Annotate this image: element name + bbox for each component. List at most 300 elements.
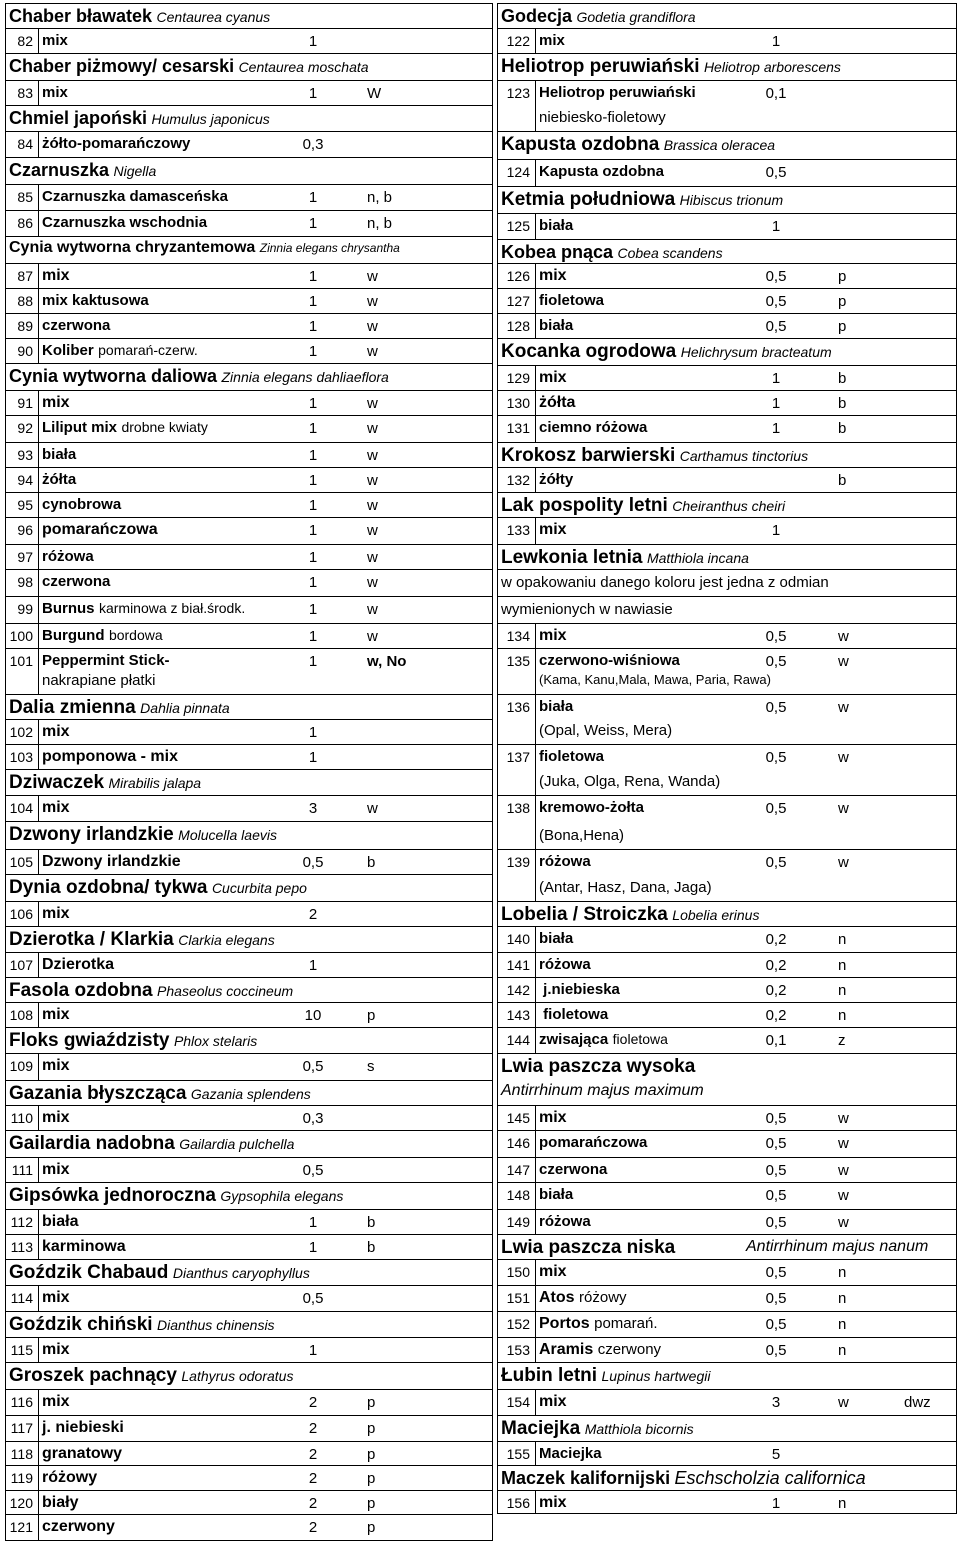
item-number: 91 <box>17 395 33 411</box>
item-row <box>497 517 957 544</box>
cell-divider <box>38 1466 39 1490</box>
item-label <box>42 1445 122 1463</box>
species-name: Lwia paszcza wysoka <box>501 1056 696 1077</box>
item-quantity: 0,5 <box>765 653 787 670</box>
latin-name: Helichrysum bracteatum <box>680 344 832 360</box>
item-name: fioletowa <box>539 292 605 309</box>
section-header <box>5 1130 493 1157</box>
section-header <box>497 338 957 365</box>
item-quantity: 1 <box>771 218 781 235</box>
section-header <box>5 3 493 28</box>
item-quantity: 0,5 <box>765 1290 787 1307</box>
cell-divider <box>535 1312 536 1337</box>
item-label <box>539 652 680 670</box>
section-header <box>497 1362 957 1389</box>
latin-name: Phaseolus coccineum <box>157 983 294 999</box>
item-name: różowy <box>42 1469 98 1486</box>
cell-divider <box>38 493 39 517</box>
item-number: 155 <box>506 1446 530 1462</box>
item-name: czerwona <box>539 1161 608 1178</box>
item-quantity: 1 <box>771 420 781 437</box>
item-code: b <box>367 1239 376 1256</box>
cell-divider <box>535 29 536 53</box>
item-quantity: 1 <box>308 268 318 285</box>
item-name: różowa <box>42 548 94 565</box>
section-header <box>497 1465 957 1490</box>
section-header <box>5 1027 493 1053</box>
item-name: mix <box>539 521 567 538</box>
item-name: karminowa <box>42 1238 126 1255</box>
item-row <box>5 28 493 53</box>
cell-divider <box>535 1210 536 1234</box>
cell-divider <box>535 1106 536 1130</box>
item-label <box>42 853 181 871</box>
item-row <box>5 901 493 926</box>
latin-name: Godetia grandiflora <box>576 9 696 25</box>
item-label <box>539 1445 602 1463</box>
species-name: Cynia wytworna daliowa <box>9 366 218 386</box>
item-quantity: 2 <box>308 1420 318 1437</box>
item-row <box>5 313 493 338</box>
latin-name: Gypsophila elegans <box>220 1188 344 1204</box>
section-title <box>501 1056 695 1078</box>
cell-divider <box>535 366 536 390</box>
item-code: b <box>838 395 847 412</box>
item-label <box>42 446 76 464</box>
item-row <box>497 1285 957 1311</box>
latin-name: Matthiola incana <box>646 550 749 566</box>
item-name: pomponowa - mix <box>42 748 178 765</box>
item-code: w <box>367 497 378 514</box>
item-quantity: 2 <box>308 1495 318 1512</box>
item-quantity: 2 <box>308 1519 318 1536</box>
item-row <box>497 1182 957 1209</box>
item-quantity: 1 <box>308 215 318 232</box>
cell-divider <box>38 1054 39 1080</box>
section-title <box>501 134 775 156</box>
item-name: pomarańczowa <box>42 521 158 538</box>
item-label <box>539 1341 661 1359</box>
cell-divider <box>38 597 39 623</box>
item-row <box>497 1337 957 1362</box>
item-row <box>497 263 957 288</box>
item-row <box>497 1389 957 1415</box>
item-subline: (Juka, Olga, Rena, Wanda) <box>539 773 721 790</box>
cell-divider <box>38 649 39 694</box>
item-label <box>539 1289 627 1307</box>
item-number: 98 <box>17 574 33 590</box>
latin-name: Antirrhinum majus nanum <box>746 1238 929 1255</box>
note-text: w opakowaniu danego koloru jest jedna z odmian <box>501 574 829 591</box>
item-label <box>42 135 190 153</box>
item-row <box>497 288 957 313</box>
cell-divider <box>535 796 536 849</box>
latin-name: Cobea scandens <box>617 245 723 261</box>
item-row <box>5 1514 493 1541</box>
item-label <box>42 627 163 645</box>
item-label <box>42 394 70 412</box>
cell-divider <box>535 745 536 795</box>
item-name: mix <box>539 1494 567 1511</box>
item-name: j.niebieska <box>539 981 620 998</box>
item-description: pomarań-czerw. <box>98 342 198 358</box>
item-number: 87 <box>17 268 33 284</box>
latin-name: Centaurea cyanus <box>156 9 271 25</box>
section-header <box>497 1053 957 1105</box>
item-quantity: 0,5 <box>765 164 787 181</box>
species-name: Cynia wytworna chryzantemowa <box>9 239 256 256</box>
cell-divider <box>38 391 39 415</box>
item-code: n <box>838 1007 847 1024</box>
cell-divider <box>38 1416 39 1441</box>
item-number: 147 <box>506 1162 530 1178</box>
item-label <box>42 652 170 670</box>
item-name: mix <box>42 905 70 922</box>
section-title <box>9 1185 343 1207</box>
item-quantity: 0,1 <box>765 85 787 102</box>
section-title <box>9 1314 275 1336</box>
item-number: 84 <box>17 136 33 152</box>
species-name: Dynia ozdobna/ tykwa <box>9 877 208 898</box>
note-line <box>497 569 957 596</box>
item-label <box>539 1263 567 1281</box>
item-label <box>539 471 573 489</box>
item-name: czerwono-wiśniowa <box>539 652 680 669</box>
item-quantity: 3 <box>771 1394 781 1411</box>
item-name: mix <box>42 1341 70 1358</box>
item-quantity: 0,1 <box>765 1032 787 1049</box>
item-row <box>5 1234 493 1259</box>
item-code: p <box>367 1470 376 1487</box>
item-code: n <box>838 1290 847 1307</box>
item-row <box>5 648 493 694</box>
cell-divider <box>535 160 536 186</box>
item-code: p <box>367 1420 376 1437</box>
item-number: 124 <box>506 164 530 180</box>
item-row <box>497 1157 957 1182</box>
section-header <box>5 1182 493 1209</box>
species-name: Chaber bławatek <box>9 6 153 26</box>
item-name: mix <box>42 799 70 816</box>
item-code: w <box>838 699 849 716</box>
section-header <box>5 1080 493 1105</box>
section-header <box>5 236 493 263</box>
section-header <box>497 492 957 517</box>
cell-divider <box>535 927 536 952</box>
item-code: w <box>367 420 378 437</box>
item-row <box>5 390 493 415</box>
item-number: 119 <box>10 1470 33 1486</box>
cell-divider <box>535 81 536 131</box>
item-code: n <box>838 957 847 974</box>
item-quantity: 1 <box>308 601 318 618</box>
item-code: p <box>367 1007 376 1024</box>
species-name: Krokosz barwierski <box>501 445 676 466</box>
item-name: ciemno różowa <box>539 419 648 436</box>
item-name: Aramis <box>539 1341 594 1358</box>
item-row <box>5 1441 493 1465</box>
cell-divider <box>38 953 39 977</box>
item-number: 114 <box>10 1290 33 1306</box>
item-label <box>539 627 567 645</box>
item-name: Atos <box>539 1289 575 1306</box>
item-quantity: 0,5 <box>765 854 787 871</box>
section-title <box>501 56 841 78</box>
item-row <box>5 1490 493 1514</box>
latin-name: Molucella laevis <box>178 827 277 843</box>
item-label <box>42 267 70 285</box>
section-title <box>501 1468 866 1489</box>
cell-divider <box>535 1338 536 1362</box>
section-title <box>9 56 369 77</box>
item-label <box>42 905 70 923</box>
item-subline: (Antar, Hasz, Dana, Jaga) <box>539 879 712 896</box>
item-code: w <box>367 800 378 817</box>
item-quantity: 1 <box>771 395 781 412</box>
item-row <box>497 952 957 977</box>
item-name: mix <box>42 84 68 101</box>
item-quantity: 1 <box>308 395 318 412</box>
cell-divider <box>38 796 39 821</box>
latin-name: Humulus japonicus <box>151 111 270 127</box>
item-name: mix <box>42 1289 70 1306</box>
item-name: biała <box>539 317 574 334</box>
item-number: 99 <box>17 601 33 617</box>
item-row <box>5 338 493 363</box>
item-quantity: 1 <box>308 549 318 566</box>
item-name: mix <box>539 1109 567 1126</box>
item-name: mix <box>539 267 567 284</box>
item-quantity: 1 <box>308 447 318 464</box>
item-quantity: 1 <box>308 33 318 50</box>
section-header <box>497 1415 957 1441</box>
cell-divider <box>38 720 39 744</box>
item-name: biały <box>42 1494 79 1511</box>
section-title <box>9 929 275 951</box>
item-code: w <box>838 800 849 817</box>
cell-divider <box>38 185 39 210</box>
item-number: 89 <box>17 318 33 334</box>
item-row <box>5 623 493 648</box>
item-label <box>539 799 644 817</box>
item-row <box>497 1259 957 1285</box>
section-header <box>5 694 493 719</box>
item-label <box>539 32 565 50</box>
item-row <box>497 28 957 53</box>
species-name: Dzierotka / Klarkia <box>9 929 174 950</box>
latin-name: Cheiranthus cheiri <box>672 498 786 514</box>
item-quantity: 0,5 <box>302 1162 324 1179</box>
item-row <box>5 492 493 517</box>
section-header <box>5 363 493 390</box>
item-row <box>5 1285 493 1311</box>
item-quantity: 0,5 <box>302 854 324 871</box>
item-number: 110 <box>10 1110 33 1126</box>
latin-name: Dahlia pinnata <box>140 700 230 716</box>
species-name: Łubin letni <box>501 1365 598 1386</box>
item-quantity: 0,3 <box>302 1110 324 1127</box>
item-label <box>42 1213 78 1231</box>
cell-divider <box>535 1442 536 1465</box>
species-name: Chmiel japoński <box>9 108 148 128</box>
item-code: b <box>838 370 847 387</box>
item-name: mix <box>42 32 68 49</box>
item-number: 93 <box>17 447 33 463</box>
section-title <box>9 366 389 387</box>
item-subline: (Kama, Kanu,Mala, Mawa, Paria, Rawa) <box>539 672 771 687</box>
cell-divider <box>535 264 536 288</box>
item-label <box>42 1006 70 1024</box>
item-name: żółty <box>539 471 574 488</box>
item-quantity: 1 <box>308 653 318 670</box>
section-title <box>9 1365 293 1387</box>
item-row <box>5 1053 493 1080</box>
item-description: różowy <box>579 1289 627 1306</box>
item-number: 138 <box>506 800 530 816</box>
item-code: w <box>367 522 378 539</box>
item-number: 149 <box>506 1214 530 1230</box>
item-number: 146 <box>506 1135 530 1151</box>
item-label <box>42 84 68 102</box>
item-code: w <box>367 395 378 412</box>
cell-divider <box>38 745 39 769</box>
item-row <box>5 80 493 105</box>
item-code: w <box>367 318 378 335</box>
item-label <box>539 748 604 766</box>
item-quantity: 3 <box>308 800 318 817</box>
item-quantity: 2 <box>308 1446 318 1463</box>
cell-divider <box>38 570 39 596</box>
item-name: biała <box>42 1213 79 1230</box>
item-quantity: 0,2 <box>765 957 787 974</box>
item-label <box>42 799 70 817</box>
item-subline: nakrapiane płatki <box>42 672 156 689</box>
item-label <box>42 573 110 591</box>
item-label <box>539 1031 668 1049</box>
item-row <box>497 1027 957 1053</box>
section-header <box>5 926 493 952</box>
species-name: Dziwaczek <box>9 772 105 793</box>
latin-name: Matthiola bicornis <box>584 1421 694 1437</box>
item-quantity: 1 <box>771 522 781 539</box>
latin-name: Clarkia elegans <box>178 932 275 948</box>
item-quantity: 1 <box>308 724 318 741</box>
item-description: fioletowa <box>612 1031 668 1047</box>
item-name: Czarnuszka damasceńska <box>42 188 228 205</box>
item-number: 101 <box>9 653 33 669</box>
section-header <box>497 239 957 263</box>
item-quantity: 1 <box>771 1495 781 1512</box>
item-description: bordowa <box>108 627 163 643</box>
section-title <box>501 1418 694 1440</box>
cell-divider <box>535 518 536 544</box>
cell-divider <box>38 1003 39 1027</box>
latin-name: Nigella <box>113 163 157 179</box>
species-name: Gipsówka jednoroczna <box>9 1185 216 1206</box>
item-row <box>497 467 957 492</box>
item-number: 127 <box>506 293 530 309</box>
item-row <box>497 313 957 338</box>
cell-divider <box>535 214 536 239</box>
item-label <box>42 1289 70 1307</box>
cell-divider <box>38 1235 39 1259</box>
item-name: Maciejka <box>539 1445 602 1462</box>
item-label <box>42 1109 70 1127</box>
item-number: 153 <box>506 1342 530 1358</box>
item-number: 154 <box>506 1394 530 1410</box>
item-name: Heliotrop peruwiański <box>539 84 696 101</box>
item-number: 96 <box>17 522 33 538</box>
latin-name-line: Antirrhinum majus maximum <box>501 1082 704 1099</box>
item-number: 107 <box>9 957 33 973</box>
section-title <box>501 189 783 211</box>
cell-divider <box>535 1003 536 1027</box>
item-quantity: 0,5 <box>765 800 787 817</box>
item-name: mix <box>42 1109 70 1126</box>
item-label <box>42 548 94 566</box>
note-text: wymienionych w nawiasie <box>501 601 673 618</box>
item-label <box>539 956 591 974</box>
latin-name: Heliotrop arborescens <box>703 59 841 75</box>
item-code: p <box>367 1394 376 1411</box>
section-title <box>9 1030 257 1052</box>
section-title <box>9 1262 310 1284</box>
item-code: p <box>838 318 847 335</box>
item-row <box>5 795 493 821</box>
item-number: 143 <box>506 1007 530 1023</box>
item-quantity: 1 <box>771 370 781 387</box>
latin-name: Lobelia erinus <box>672 907 760 923</box>
cell-divider <box>38 624 39 648</box>
item-label <box>42 1419 124 1437</box>
cell-divider <box>535 1183 536 1209</box>
section-title <box>501 495 785 517</box>
item-name: biała <box>539 1186 574 1203</box>
item-number: 97 <box>17 549 33 565</box>
item-number: 137 <box>506 749 530 765</box>
item-name: biała <box>539 930 574 947</box>
species-name: Goździk Chabaud <box>9 1262 169 1283</box>
item-name: pomarańczowa <box>539 1134 648 1151</box>
item-subline: (Opal, Weiss, Mera) <box>539 722 673 739</box>
item-number: 135 <box>506 653 530 669</box>
section-header <box>497 442 957 467</box>
section-title <box>9 6 270 27</box>
item-name: Dzierotka <box>42 956 115 973</box>
item-code: b <box>838 420 847 437</box>
item-quantity: 1 <box>308 628 318 645</box>
item-code: b <box>838 472 847 489</box>
item-code: w, No <box>367 653 407 670</box>
cell-divider <box>38 132 39 157</box>
item-label <box>42 956 114 974</box>
species-name: Heliotrop peruwiański <box>501 56 700 77</box>
item-quantity: 1 <box>308 293 318 310</box>
cell-divider <box>38 289 39 313</box>
species-name: Czarnuszka <box>9 160 110 180</box>
item-code: w <box>367 268 378 285</box>
item-number: 102 <box>9 724 33 740</box>
latin-name: Hibiscus trionum <box>679 192 784 208</box>
cell-divider <box>38 1442 39 1465</box>
latin-name: Phlox stelaris <box>173 1033 258 1049</box>
item-quantity: 0,5 <box>765 1110 787 1127</box>
item-number: 86 <box>17 215 33 231</box>
item-row <box>5 131 493 157</box>
item-description: drobne kwiaty <box>121 419 208 435</box>
cell-divider <box>38 211 39 236</box>
item-description: karminowa z biał.środk. <box>98 600 246 616</box>
